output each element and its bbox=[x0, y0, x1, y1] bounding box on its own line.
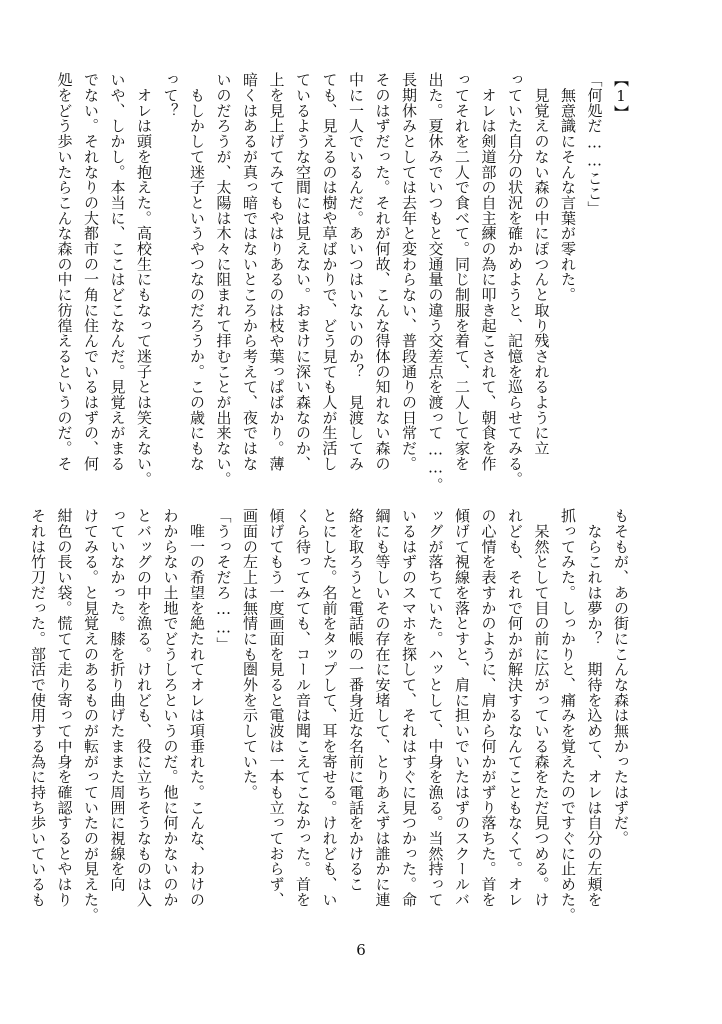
text-line: ているような空間には見えない。おまけに深い森なのか、 bbox=[294, 72, 312, 472]
text-line: わからない土地でどうしろというのだ。他に何かないのか bbox=[161, 508, 180, 908]
text-line: いや、しかし。本当に、ここはどこなんだ。見覚えがまる bbox=[108, 72, 127, 472]
text-line: 暗くはあるが真っ暗ではないところから考えて、夜ではな bbox=[241, 72, 259, 472]
text-line: でない。それなりの大都市の一角に住んでいるはずの、何 bbox=[82, 72, 100, 472]
text-line: 見覚えのない森の中にぽつんと取り残されるように立 bbox=[532, 72, 551, 456]
page-number: 6 bbox=[356, 941, 366, 959]
text-line: それは竹刀だった。部活で使用する為に持ち歩いているも bbox=[29, 508, 47, 908]
text-line: オレは剣道部の自主練の為に叩き起こされて、朝食を作 bbox=[479, 72, 498, 472]
text-line: ってそれを二人で食べて。同じ制服を着て、二人して家を bbox=[453, 72, 471, 472]
text-line: 紺色の長い袋。慌てて走り寄って中身を確認するとやはり bbox=[55, 508, 74, 908]
text-line: ッグが落ちていた。ハッとして、中身を漁る。当然持って bbox=[426, 508, 445, 908]
text-line: 唯一の希望を絶たれてオレは項垂れた。こんな、わけの bbox=[188, 508, 206, 908]
text-line: とにした。名前をタップして、耳を寄せる。けれども、い bbox=[320, 508, 339, 908]
text-line: ならこれは夢か？ 期待を込めて、オレは自分の左頬を bbox=[585, 508, 604, 908]
text-line: 「うっそだろ……」 bbox=[214, 508, 233, 653]
text-line: そのはずだった。それが何故、こんな得体の知れない森の bbox=[373, 72, 392, 472]
text-line: 画面の左上は無情にも圏外を示していた。 bbox=[241, 508, 259, 800]
text-line: っていなかった。膝を折り曲げたままた周囲に視線を向 bbox=[108, 508, 127, 892]
text-line: 綱にも等しいその存在に安堵して、とりあえずは誰かに連 bbox=[373, 508, 392, 908]
text-line: いのだろうが、太陽は木々に阻まれて拝むことが出来ない。 bbox=[214, 72, 233, 487]
text-line: 傾げてもう一度画面を見ると電波は一本も立っておらず、 bbox=[267, 508, 286, 908]
text-line: 抓ってみた。しっかりと、痛みを覚えたのですぐに止めた。 bbox=[559, 508, 577, 923]
text-line: もそもが、あの街にこんな森は無かったはずだ。 bbox=[612, 508, 630, 846]
text-line: オレは頭を抱えた。高校生にもなって迷子とは笑えない。 bbox=[135, 72, 153, 487]
text-line: れども、それで何かが解決するなんてこともなくて。オレ bbox=[506, 508, 524, 908]
text-line: ても、見えるのは樹や草ばかりで、どう見ても人が生活し bbox=[320, 72, 339, 472]
text-line: 処をどう歩いたらこんな森の中に彷徨えるというのだ。そ bbox=[55, 72, 74, 472]
text-line: いるはずのスマホを探して、それはすぐに見つかった。命 bbox=[400, 508, 418, 908]
text-line: けてみる。と見覚えのあるものが転がっていたのが見えた。 bbox=[82, 508, 100, 923]
text-line: 上を見上げてみてもやはりあるのは枝や葉っぱばかり。薄 bbox=[267, 72, 286, 472]
text-line: の心情を表すかのように、肩から何かがずり落ちた。首を bbox=[479, 508, 498, 908]
text-line: 出た。夏休みでいつもと交通量の違う交差点を渡って……。 bbox=[426, 72, 445, 493]
text-line: っていた自分の状況を確かめようと、記憶を巡らせてみる。 bbox=[506, 72, 524, 487]
text-line: 「何処だ……ここ」 bbox=[585, 72, 604, 217]
text-line: くら待ってみても、コール音は聞こえてこなかった。首を bbox=[294, 508, 312, 908]
upper-text-block bbox=[55, 72, 634, 493]
text-line: 長期休みとしては去年と変わらない、普段通りの日常だ。 bbox=[400, 72, 418, 472]
lower-text-block bbox=[29, 508, 634, 923]
text-line: 絡を取ろうと電話帳の一番身近な名前に電話をかけるこ bbox=[347, 508, 365, 892]
chapter-heading: 【1】 bbox=[612, 72, 630, 120]
text-line: 中に一人でいるんだ。あいつはいないのか？ 見渡してみ bbox=[347, 72, 365, 472]
text-line: とバッグの中を漁る。けれども、役に立ちそうなものは入 bbox=[135, 508, 153, 908]
text-line: 無意識にそんな言葉が零れた。 bbox=[559, 72, 577, 303]
text-line: って？ bbox=[161, 72, 180, 119]
text-line: もしかして迷子というやつなのだろうか。この歳にもな bbox=[188, 72, 206, 472]
text-line: 呆然として目の前に広がっている森をただ見つめる。け bbox=[532, 508, 551, 908]
text-line: 傾げて視線を落とすと、肩に担いでいたはずのスクールバ bbox=[453, 508, 471, 908]
